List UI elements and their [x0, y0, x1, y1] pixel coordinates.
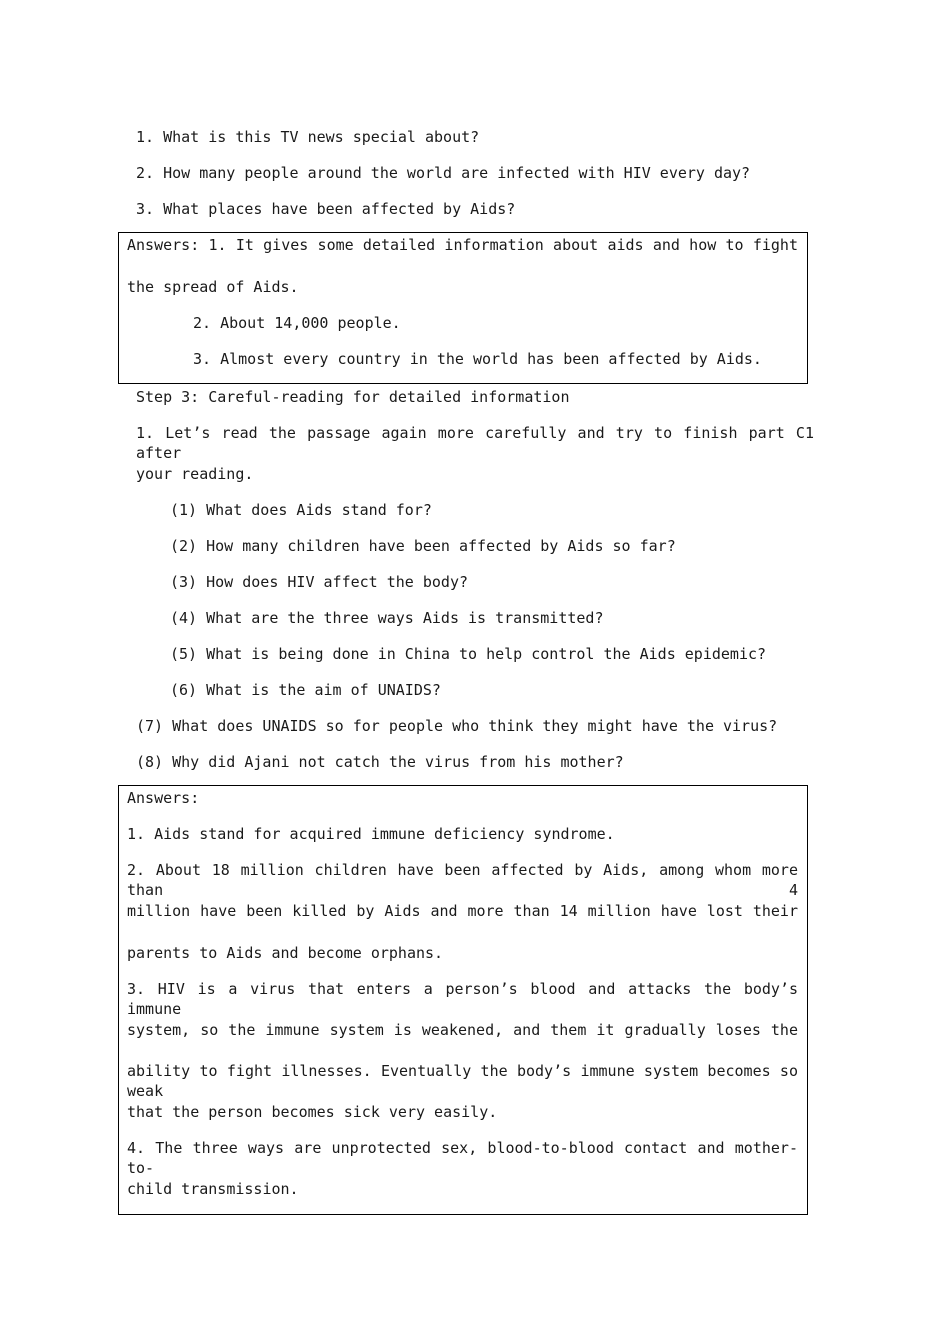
question-1: 1. What is this TV news special about?	[136, 128, 480, 146]
step3-question-8: (8) Why did Ajani not catch the virus from his mother?	[136, 753, 624, 771]
step3-question-5: (5) What is being done in China to help control the Aids epidemic?	[170, 645, 767, 663]
answer-2-line-1: 2. About 18 million children have been affected by Aids, among whom more than 4	[127, 861, 798, 899]
answers-box-1-line-3: 3. Almost every country in the world has been affected by Aids.	[193, 350, 762, 368]
answers-box-1-line-1: Answers: 1. It gives some detailed information about aids and how to fight	[127, 236, 798, 254]
answer-4-line-1: 4. The three ways are unprotected sex, blood-to-blood contact and mother-to-	[127, 1139, 798, 1177]
question-3: 3. What places have been affected by Aids?	[136, 200, 516, 218]
answer-3-line-2: system, so the immune system is weakened, and them it gradually loses the	[127, 1021, 798, 1039]
step3-question-6: (6) What is the aim of UNAIDS?	[170, 681, 441, 699]
answer-3-line-1: 3. HIV is a virus that enters a person’s blood and attacks the body’s immune	[127, 980, 798, 1018]
step3-question-4: (4) What are the three ways Aids is transmitted?	[170, 609, 604, 627]
answer-3-line-4: that the person becomes sick very easily.	[127, 1103, 498, 1121]
answers-box-1-line-2: 2. About 14,000 people.	[193, 314, 401, 332]
answer-4-line-2: child transmission.	[127, 1180, 299, 1198]
answer-3-line-3: ability to fight illnesses. Eventually the body’s immune system becomes so weak	[127, 1062, 798, 1100]
question-2: 2. How many people around the world are infected with HIV every day?	[136, 164, 751, 182]
answers-box-2-label: Answers:	[127, 789, 200, 807]
step3-question-3: (3) How does HIV affect the body?	[170, 573, 469, 591]
step3-heading: Step 3: Careful-reading for detailed information	[136, 388, 570, 406]
answer-2-line-3: parents to Aids and become orphans.	[127, 944, 444, 962]
answer-2-line-2: million have been killed by Aids and more than 14 million have lost their	[127, 902, 798, 920]
step3-task-line-1: 1. Let’s read the passage again more carefully and try to finish part C1 after	[136, 424, 814, 462]
answer-1: 1. Aids stand for acquired immune deficiency syndrome.	[127, 825, 615, 843]
step3-question-7: (7) What does UNAIDS so for people who think they might have the virus?	[136, 717, 778, 735]
step3-task-line-2: your reading.	[136, 465, 254, 483]
step3-question-2: (2) How many children have been affected by Aids so far?	[170, 537, 676, 555]
answers-box-1-line-1-cont: the spread of Aids.	[127, 278, 299, 296]
step3-question-1: (1) What does Aids stand for?	[170, 501, 432, 519]
